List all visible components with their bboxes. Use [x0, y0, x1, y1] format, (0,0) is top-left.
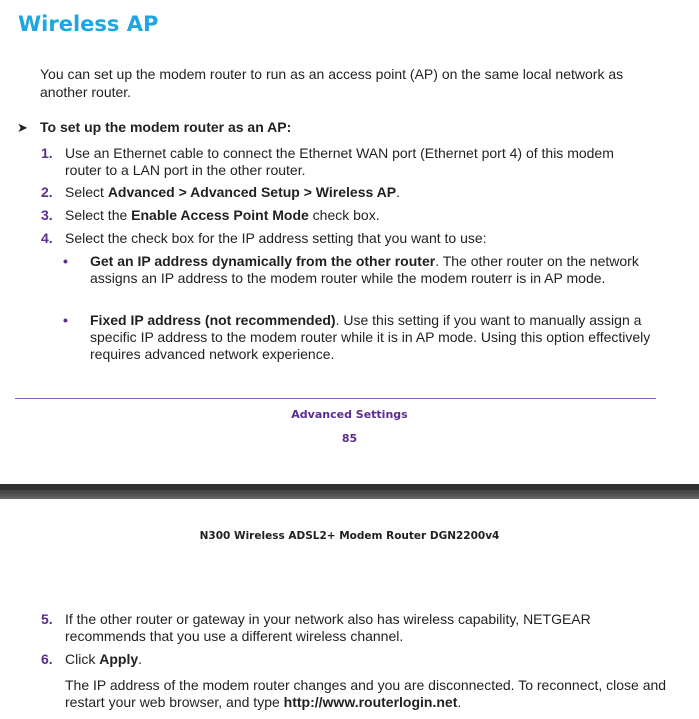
result-paragraph: The IP address of the modem router changes and you are disconnected. To reconnect, close and restart your web browser, and type http://www.routerlogin.net.	[65, 677, 667, 710]
step-number: 5.	[41, 611, 53, 627]
step-1	[41, 145, 651, 179]
footer-page-number: 85	[341, 432, 358, 445]
bullet-dynamic-ip	[63, 253, 663, 287]
step-6	[41, 651, 142, 668]
option-name: Enable Access Point Mode	[131, 207, 309, 223]
bullet-text: Get an IP address dynamically from the other router. The other router on the network assigns an IP address to the modem router while the modem routerr is in AP mode.	[90, 253, 639, 286]
document-page-86	[0, 499, 699, 719]
step-2	[41, 184, 400, 201]
step-5	[41, 611, 651, 645]
step-number: 3.	[41, 207, 53, 223]
step-text: Select the Enable Access Point Mode check box.	[65, 207, 380, 223]
bullet-dot-icon: •	[63, 312, 68, 328]
step-number: 2.	[41, 184, 53, 200]
bullet-dot-icon: •	[63, 253, 68, 269]
step-text: Select the check box for the IP address setting that you want to use:	[65, 230, 487, 246]
step-text: Select Advanced > Advanced Setup > Wireless AP.	[65, 184, 400, 200]
option-name: Fixed IP address (not recommended)	[90, 312, 336, 328]
intro-paragraph: You can set up the modem router to run as an access point (AP) on the same local network as another router.	[40, 66, 624, 100]
step-number: 4.	[41, 230, 53, 246]
step-3	[41, 207, 380, 224]
procedure-heading-text: To set up the modem router as an AP:	[40, 119, 292, 135]
step-number: 6.	[41, 651, 53, 667]
arrow-bullet-icon: ➤	[17, 120, 28, 135]
step-number: 1.	[41, 145, 53, 161]
footer-section-title: Advanced Settings	[291, 408, 408, 421]
running-header: N300 Wireless ADSL2+ Modem Router DGN2200v4	[199, 530, 500, 542]
step-text: Use an Ethernet cable to connect the Ethernet WAN port (Ethernet port 4) of this modem router to a LAN port in the other router.	[65, 145, 614, 178]
bullet-fixed-ip	[63, 312, 663, 363]
page-title: Wireless AP	[18, 12, 159, 36]
page-break-divider	[0, 484, 699, 499]
procedure-heading	[17, 118, 291, 137]
router-url: http://www.routerlogin.net	[283, 694, 458, 710]
step-text: Click Apply.	[65, 651, 143, 667]
footer-divider	[15, 398, 656, 399]
bullet-text: Fixed IP address (not recommended). Use this setting if you want to manually assign a specific IP address to the modem router while it is in AP mode. Using this option effectively requires advanced network experience.	[90, 312, 651, 362]
button-name: Apply	[99, 651, 139, 667]
option-name: Get an IP address dynamically from the other router	[90, 253, 436, 269]
step-text: If the other router or gateway in your network also has wireless capability, NETGEAR recommends that you use a different wireless channel.	[65, 611, 591, 644]
step-4	[41, 230, 487, 247]
menu-path: Advanced > Advanced Setup > Wireless AP	[107, 184, 397, 200]
